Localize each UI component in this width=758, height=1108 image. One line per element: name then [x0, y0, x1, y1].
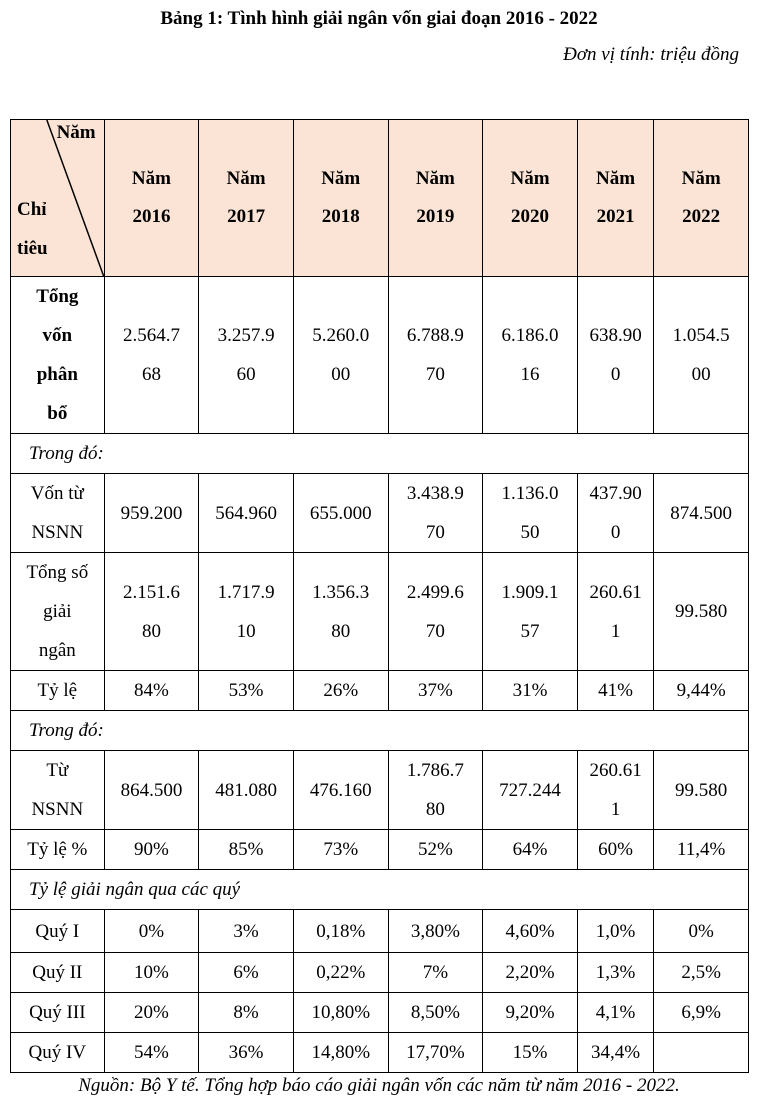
row-label-quarter-2: Quý II	[11, 953, 105, 993]
corner-year-label: Năm	[56, 122, 96, 143]
corner-header-cell	[11, 120, 105, 277]
table-cell: 10,80%	[293, 993, 388, 1033]
table-cell: 481.080	[199, 751, 294, 830]
table-row	[11, 277, 749, 434]
table-cell: 52%	[388, 830, 483, 870]
table-cell: 99.580	[654, 553, 749, 671]
year-header-2016: Năm 2016	[104, 120, 199, 277]
row-label-total-disbursed: Tổng số giải ngân	[11, 553, 105, 671]
table-cell: 1.786.7 80	[388, 751, 483, 830]
unit-note: Đơn vị tính: triệu đồng	[563, 44, 739, 65]
year-header-2021: Năm 2021	[577, 120, 654, 277]
corner-indicator-label: Chỉ tiêu	[17, 199, 48, 259]
table-cell: 73%	[293, 830, 388, 870]
table-cell: 3,80%	[388, 910, 483, 953]
row-label-state-budget-capital: Vốn từ NSNN	[11, 474, 105, 553]
table-cell: 2.499.6 70	[388, 553, 483, 671]
table-cell	[654, 1033, 749, 1073]
table-cell: 3.438.9 70	[388, 474, 483, 553]
section-row	[11, 434, 749, 474]
table-cell: 20%	[104, 993, 199, 1033]
table-row	[11, 553, 749, 671]
table-cell: 3.257.9 60	[199, 277, 294, 434]
table-title: Bảng 1: Tình hình giải ngân vốn giai đoạn 2016 - 2022	[160, 8, 598, 29]
table-cell: 1.136.0 50	[483, 474, 578, 553]
table-cell: 0%	[654, 910, 749, 953]
section-label-quarterly: Tỷ lệ giải ngân qua các quý	[11, 870, 749, 910]
table-cell: 2,20%	[483, 953, 578, 993]
year-header-2020: Năm 2020	[483, 120, 578, 277]
table-cell: 564.960	[199, 474, 294, 553]
table-cell: 60%	[577, 830, 654, 870]
table-cell: 1.909.1 57	[483, 553, 578, 671]
row-label-quarter-1: Quý I	[11, 910, 105, 953]
row-label-quarter-4: Quý IV	[11, 1033, 105, 1073]
section-row	[11, 870, 749, 910]
table-cell: 17,70%	[388, 1033, 483, 1073]
table-cell: 26%	[293, 671, 388, 711]
year-header-2019: Năm 2019	[388, 120, 483, 277]
table-cell: 4,1%	[577, 993, 654, 1033]
table-cell: 84%	[104, 671, 199, 711]
table-cell: 864.500	[104, 751, 199, 830]
table-cell: 476.160	[293, 751, 388, 830]
table-row	[11, 830, 749, 870]
table-cell: 15%	[483, 1033, 578, 1073]
table-cell: 260.61 1	[577, 751, 654, 830]
table-cell: 1.717.9 10	[199, 553, 294, 671]
table-cell: 54%	[104, 1033, 199, 1073]
section-label-of-which: Trong đó:	[11, 434, 749, 474]
table-cell: 655.000	[293, 474, 388, 553]
section-row	[11, 711, 749, 751]
table-cell: 41%	[577, 671, 654, 711]
table-cell: 0,22%	[293, 953, 388, 993]
table-row	[11, 993, 749, 1033]
table-cell: 0,18%	[293, 910, 388, 953]
year-header-2018: Năm 2018	[293, 120, 388, 277]
source-note: Nguồn: Bộ Y tế. Tổng hợp báo cáo giải ngân vốn các năm từ năm 2016 - 2022.	[78, 1075, 680, 1096]
table-cell: 90%	[104, 830, 199, 870]
table-row	[11, 1033, 749, 1073]
table-cell: 9,44%	[654, 671, 749, 711]
table-cell: 31%	[483, 671, 578, 711]
table-cell: 6%	[199, 953, 294, 993]
row-label-ratio-percent: Tỷ lệ %	[11, 830, 105, 870]
table-cell: 6,9%	[654, 993, 749, 1033]
table-cell: 1.054.5 00	[654, 277, 749, 434]
table-cell: 959.200	[104, 474, 199, 553]
table-cell: 85%	[199, 830, 294, 870]
row-label-total-capital: Tổng vốn phân bổ	[11, 277, 105, 434]
table-cell: 11,4%	[654, 830, 749, 870]
table-cell: 4,60%	[483, 910, 578, 953]
table-cell: 8%	[199, 993, 294, 1033]
table-cell: 874.500	[654, 474, 749, 553]
table-cell: 64%	[483, 830, 578, 870]
table-row	[11, 751, 749, 830]
section-label-of-which: Trong đó:	[11, 711, 749, 751]
table-cell: 727.244	[483, 751, 578, 830]
table-cell: 7%	[388, 953, 483, 993]
table-cell: 34,4%	[577, 1033, 654, 1073]
row-label-ratio: Tỷ lệ	[11, 671, 105, 711]
table-row	[11, 910, 749, 953]
table-cell: 3%	[199, 910, 294, 953]
table-cell: 260.61 1	[577, 553, 654, 671]
table-cell: 37%	[388, 671, 483, 711]
disbursement-table	[10, 119, 749, 1073]
table-cell: 9,20%	[483, 993, 578, 1033]
table-row	[11, 474, 749, 553]
table-cell: 0%	[104, 910, 199, 953]
row-label-quarter-3: Quý III	[11, 993, 105, 1033]
table-cell: 6.788.9 70	[388, 277, 483, 434]
table-cell: 8,50%	[388, 993, 483, 1033]
year-header-2017: Năm 2017	[199, 120, 294, 277]
table-cell: 638.90 0	[577, 277, 654, 434]
table-cell: 1,0%	[577, 910, 654, 953]
table-row	[11, 671, 749, 711]
table-cell: 437.90 0	[577, 474, 654, 553]
year-header-2022: Năm 2022	[654, 120, 749, 277]
table-cell: 36%	[199, 1033, 294, 1073]
header-row	[11, 120, 749, 277]
table-cell: 10%	[104, 953, 199, 993]
table-cell: 6.186.0 16	[483, 277, 578, 434]
table-cell: 1,3%	[577, 953, 654, 993]
row-label-from-state-budget: Từ NSNN	[11, 751, 105, 830]
table-cell: 53%	[199, 671, 294, 711]
table-row	[11, 953, 749, 993]
table-cell: 2,5%	[654, 953, 749, 993]
table-cell: 2.151.6 80	[104, 553, 199, 671]
table-cell: 2.564.7 68	[104, 277, 199, 434]
table-cell: 1.356.3 80	[293, 553, 388, 671]
table-cell: 99.580	[654, 751, 749, 830]
table-cell: 14,80%	[293, 1033, 388, 1073]
table-cell: 5.260.0 00	[293, 277, 388, 434]
